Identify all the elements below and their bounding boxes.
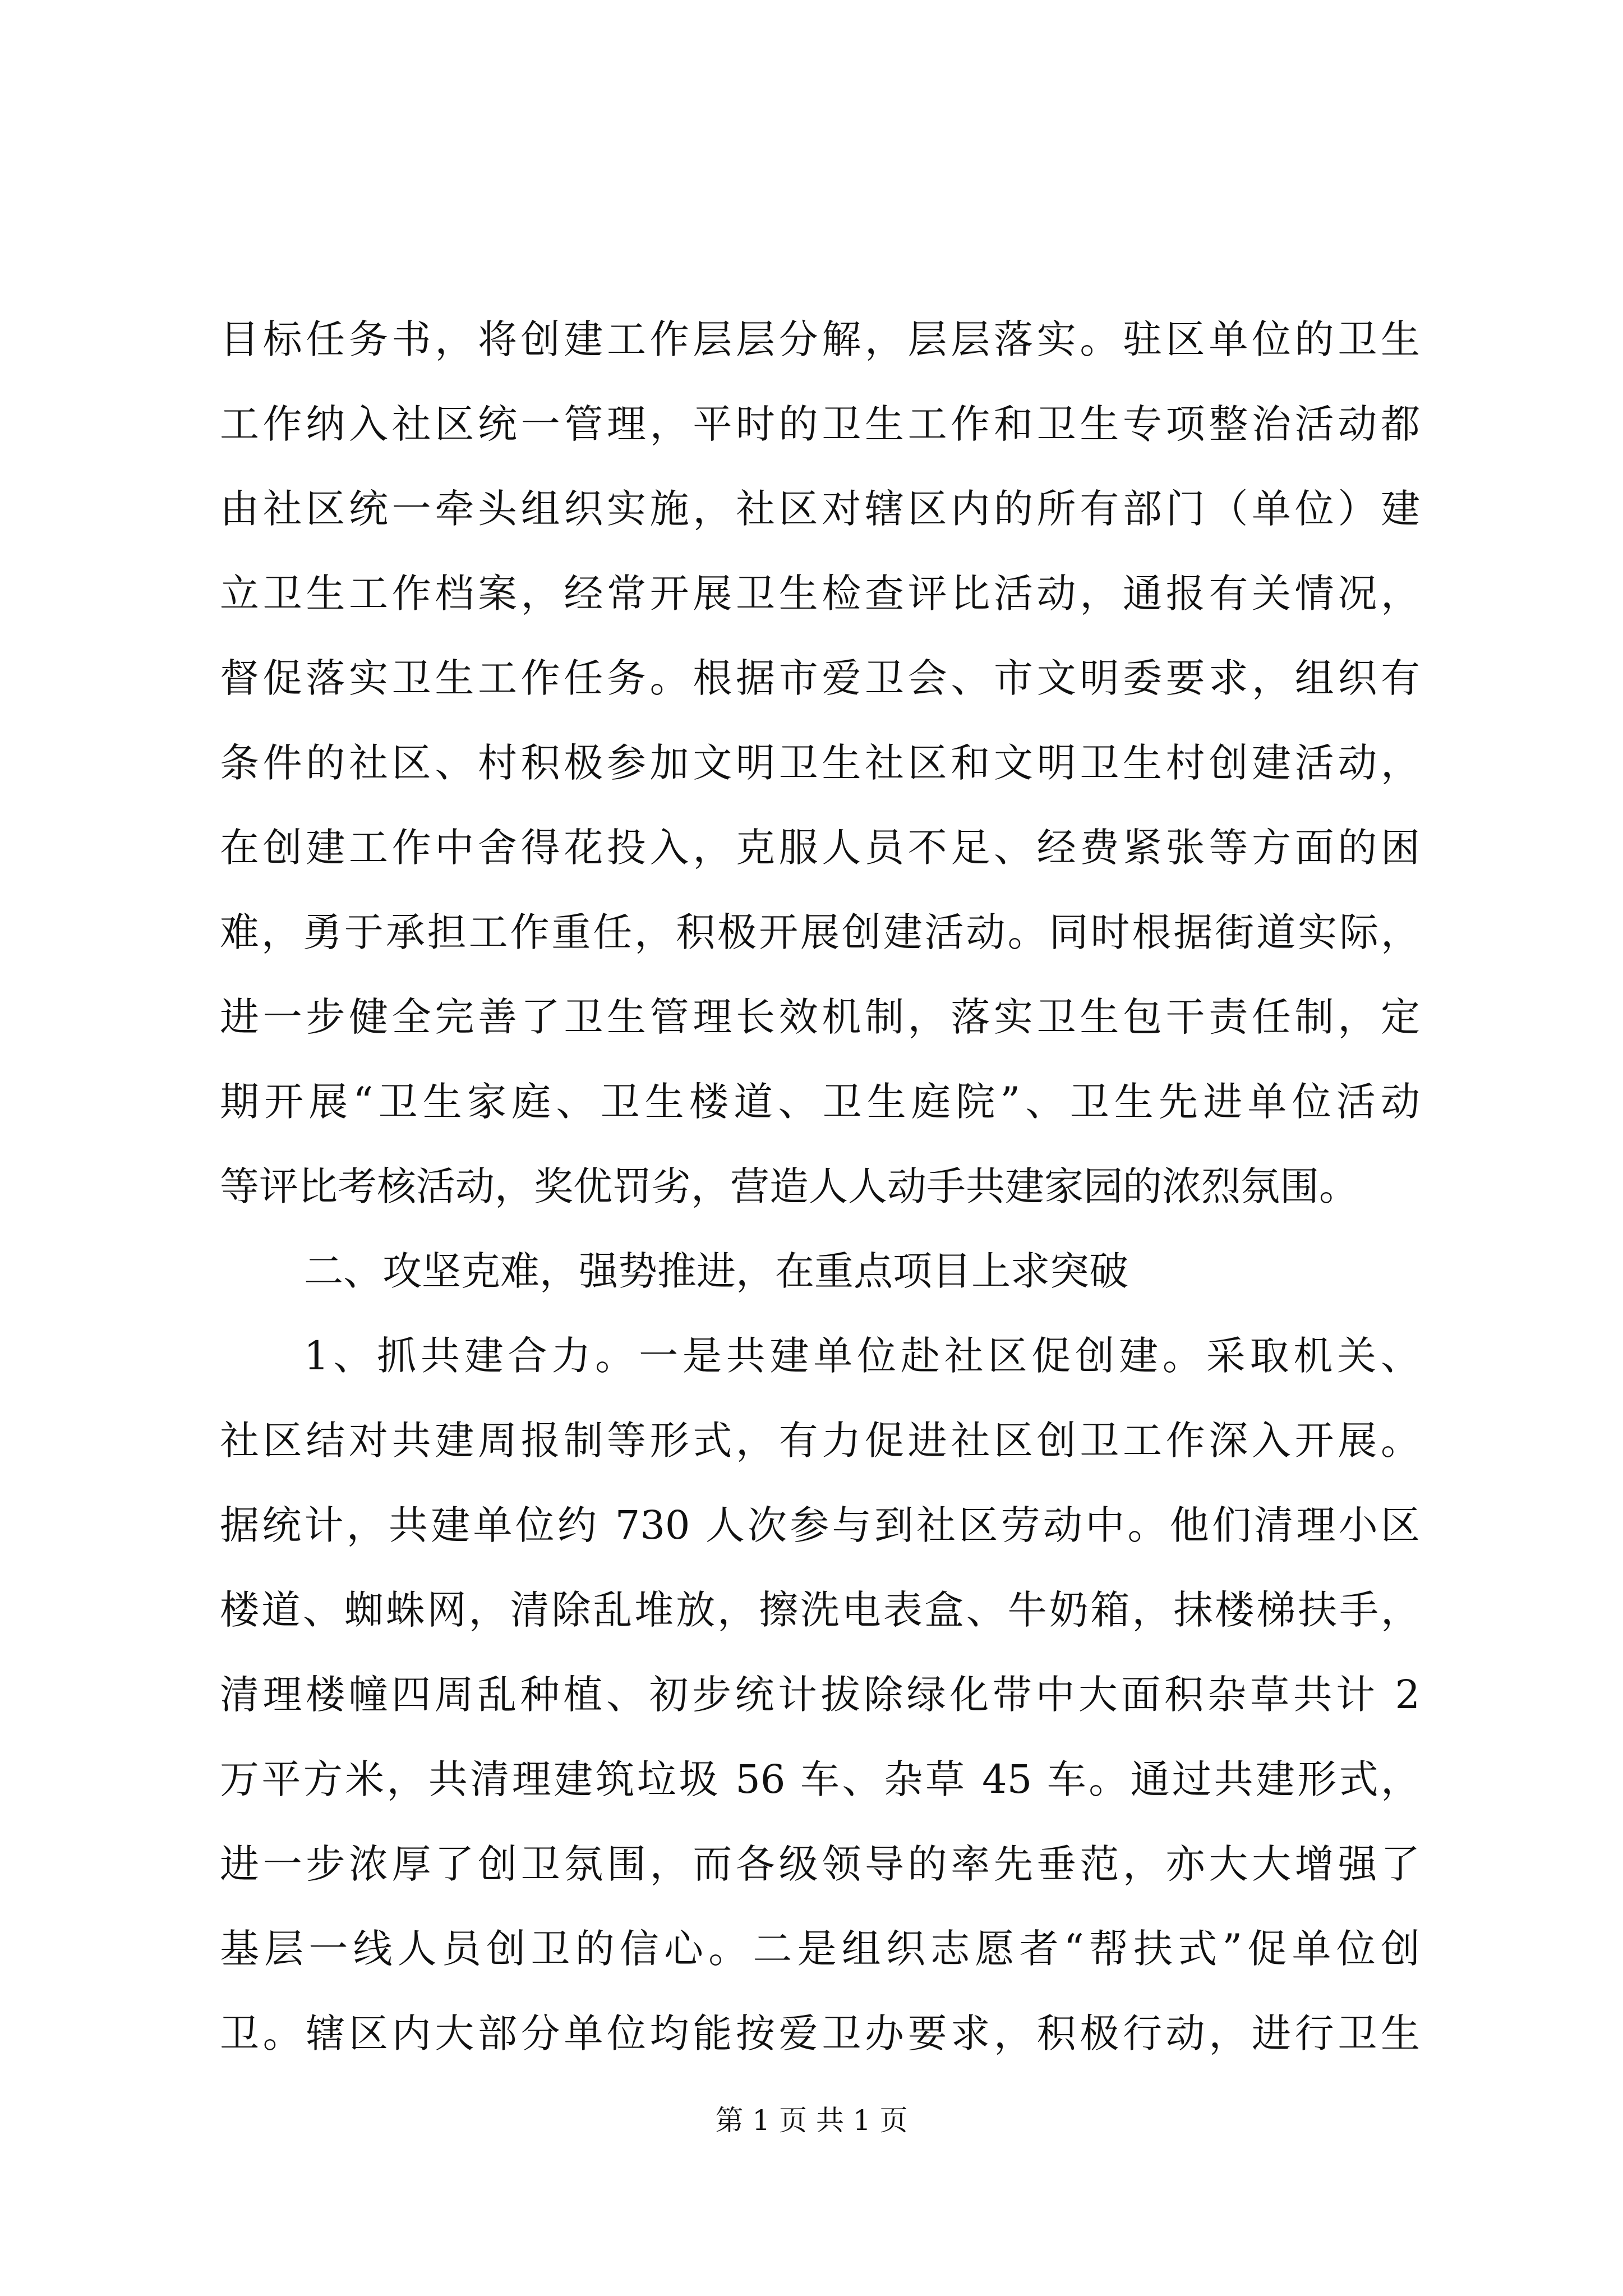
paragraph-line: 清理楼幢四周乱种植、初步统计拔除绿化带中大面积杂草共计 2 [220,1672,1420,1718]
paragraph-line: 基层一线人员创卫的信心。二是组织志愿者“帮扶式”促单位创 [220,1926,1420,1972]
paragraph-line: 目标任务书，将创建工作层层分解，层层落实。驻区单位的卫生 [220,316,1420,362]
paragraph-line: 立卫生工作档案，经常开展卫生检查评比活动，通报有关情况， [220,570,1420,616]
paragraph-line: 难，勇于承担工作重任，积极开展创建活动。同时根据街道实际， [220,909,1420,955]
paragraph-line: 等评比考核活动，奖优罚劣，营造人人动手共建家园的浓烈氛围。 [220,1163,1358,1209]
paragraph-line: 社区结对共建周报制等形式，有力促进社区创卫工作深入开展。 [220,1418,1420,1464]
paragraph-line: 由社区统一牵头组织实施，社区对辖区内的所有部门（单位）建 [220,486,1420,532]
paragraph-line: 据统计，共建单位约 730 人次参与到社区劳动中。他们清理小区 [220,1502,1420,1548]
paragraph-line: 督促落实卫生工作任务。根据市爱卫会、市文明委要求，组织有 [220,655,1420,701]
paragraph-line: 在创建工作中舍得花投入，克服人员不足、经费紧张等方面的困 [220,825,1420,871]
paragraph-line: 卫。辖区内大部分单位均能按爱卫办要求，积极行动，进行卫生 [220,2010,1420,2056]
paragraph-line: 进一步浓厚了创卫氛围，而各级领导的率先垂范，亦大大增强了 [220,1841,1420,1887]
paragraph-line: 期开展“卫生家庭、卫生楼道、卫生庭院”、卫生先进单位活动 [220,1079,1420,1125]
paragraph-line: 条件的社区、村积极参加文明卫生社区和文明卫生村创建活动， [220,740,1420,786]
paragraph-line: 楼道、蜘蛛网，清除乱堆放，擦洗电表盒、牛奶箱，抹楼梯扶手， [220,1587,1420,1633]
page-number-footer: 第 1 页 共 1 页 [715,2104,908,2137]
paragraph-line: 进一步健全完善了卫生管理长效机制，落实卫生包干责任制，定 [220,994,1420,1040]
paragraph-line: 1、抓共建合力。一是共建单位赴社区促创建。采取机关、 [304,1333,1420,1379]
paragraph-line: 万平方米，共清理建筑垃圾 56 车、杂草 45 车。通过共建形式， [220,1756,1420,1802]
paragraph-line: 工作纳入社区统一管理，平时的卫生工作和卫生专项整治活动都 [220,401,1420,447]
document-body [220,297,1420,2076]
section-heading: 二、攻坚克难，强势推进，在重点项目上求突破 [304,1248,1128,1294]
